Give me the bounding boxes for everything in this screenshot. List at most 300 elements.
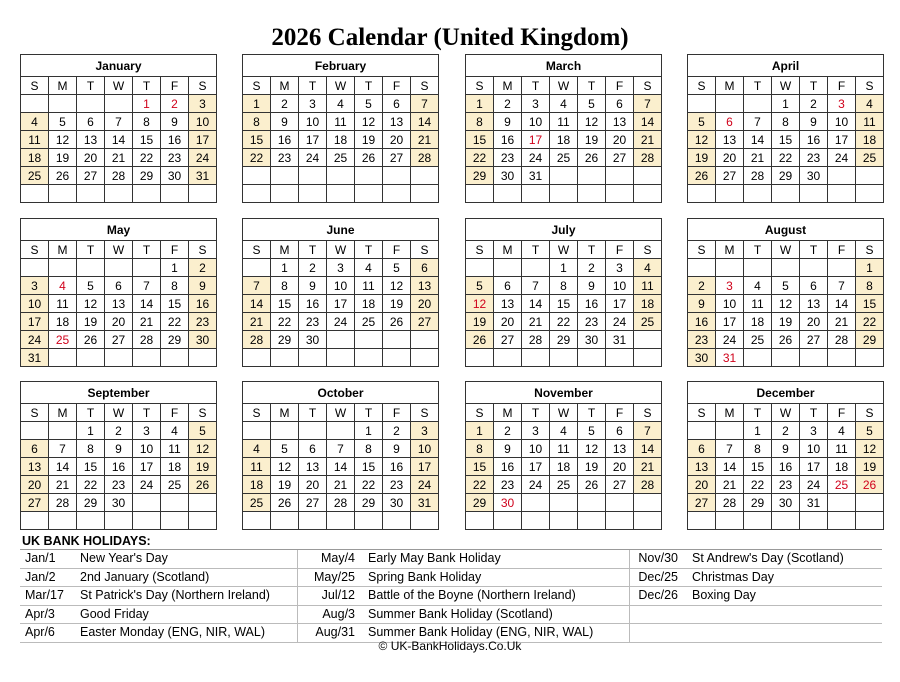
week-row xyxy=(243,167,439,185)
day-cell: 24 xyxy=(189,149,217,167)
day-cell: 22 xyxy=(271,313,299,331)
day-cell: 9 xyxy=(161,113,189,131)
day-cell: 6 xyxy=(800,277,828,295)
empty-day-cell xyxy=(772,349,800,367)
week-row xyxy=(466,313,662,331)
day-cell: 25 xyxy=(744,331,772,349)
day-cell: 6 xyxy=(383,95,411,113)
day-cell: 15 xyxy=(161,295,189,313)
holiday-row xyxy=(20,550,882,569)
day-cell: 22 xyxy=(772,149,800,167)
day-cell: 21 xyxy=(327,476,355,494)
empty-day-cell xyxy=(744,259,772,277)
day-cell: 25 xyxy=(327,149,355,167)
week-row xyxy=(21,313,217,331)
weekday-label: S xyxy=(189,404,217,422)
week-row xyxy=(466,512,662,530)
empty-day-cell xyxy=(105,349,133,367)
empty-day-cell xyxy=(606,185,634,203)
holiday-name: Summer Bank Holiday (ENG, NIR, WAL) xyxy=(368,625,594,639)
weekday-header-row xyxy=(243,77,439,95)
week-row xyxy=(688,259,884,277)
weekday-label: S xyxy=(243,404,271,422)
day-cell: 23 xyxy=(299,313,327,331)
day-cell: 17 xyxy=(606,295,634,313)
day-cell: 21 xyxy=(105,149,133,167)
holiday-name: St Andrew's Day (Scotland) xyxy=(692,551,844,565)
weekday-label: M xyxy=(49,77,77,95)
week-row xyxy=(688,440,884,458)
day-cell: 13 xyxy=(411,277,439,295)
weekday-label: W xyxy=(550,241,578,259)
empty-day-cell xyxy=(688,422,716,440)
empty-day-cell xyxy=(856,512,884,530)
day-cell: 1 xyxy=(772,95,800,113)
weekday-label: S xyxy=(189,77,217,95)
day-cell: 24 xyxy=(411,476,439,494)
empty-day-cell xyxy=(77,512,105,530)
day-cell: 6 xyxy=(716,113,744,131)
holidays-heading: UK BANK HOLIDAYS: xyxy=(22,534,151,548)
empty-day-cell xyxy=(411,512,439,530)
day-cell: 16 xyxy=(494,458,522,476)
week-row xyxy=(21,149,217,167)
day-cell: 11 xyxy=(550,113,578,131)
day-cell: 2 xyxy=(105,422,133,440)
day-cell: 2 xyxy=(772,422,800,440)
day-cell: 5 xyxy=(383,259,411,277)
day-cell: 3 xyxy=(299,95,327,113)
empty-day-cell xyxy=(828,512,856,530)
weekday-label: T xyxy=(299,241,327,259)
day-cell: 31 xyxy=(606,331,634,349)
week-row xyxy=(243,422,439,440)
day-cell: 14 xyxy=(133,295,161,313)
empty-day-cell xyxy=(355,331,383,349)
empty-day-cell xyxy=(744,95,772,113)
weekday-label: T xyxy=(299,77,327,95)
day-cell: 10 xyxy=(21,295,49,313)
empty-day-cell xyxy=(243,512,271,530)
weekday-header-row xyxy=(688,404,884,422)
day-cell: 6 xyxy=(105,277,133,295)
month-september xyxy=(20,381,217,530)
weekday-label: S xyxy=(634,241,662,259)
day-cell: 13 xyxy=(716,131,744,149)
empty-day-cell xyxy=(105,259,133,277)
day-cell: 8 xyxy=(133,113,161,131)
day-cell: 4 xyxy=(550,95,578,113)
weekday-label: T xyxy=(77,77,105,95)
day-cell: 28 xyxy=(243,331,271,349)
weekday-header-row xyxy=(466,241,662,259)
day-cell: 5 xyxy=(355,95,383,113)
holiday-date: Dec/26 xyxy=(638,588,678,602)
holiday-name: Christmas Day xyxy=(692,569,774,584)
day-cell: 24 xyxy=(327,313,355,331)
page-title: 2026 Calendar (United Kingdom) xyxy=(271,24,629,51)
weekday-label: T xyxy=(522,77,550,95)
day-cell: 4 xyxy=(744,277,772,295)
day-cell: 26 xyxy=(355,149,383,167)
empty-day-cell xyxy=(327,422,355,440)
week-row xyxy=(21,494,217,512)
day-cell: 4 xyxy=(327,95,355,113)
empty-day-cell xyxy=(550,185,578,203)
weekday-label: S xyxy=(21,241,49,259)
day-cell: 8 xyxy=(466,440,494,458)
empty-day-cell xyxy=(550,512,578,530)
empty-day-cell xyxy=(800,512,828,530)
empty-day-cell xyxy=(133,185,161,203)
day-cell: 7 xyxy=(522,277,550,295)
day-cell: 9 xyxy=(494,440,522,458)
weekday-label: T xyxy=(800,241,828,259)
week-row xyxy=(688,113,884,131)
day-cell: 26 xyxy=(578,476,606,494)
day-cell: 14 xyxy=(327,458,355,476)
day-cell: 19 xyxy=(578,131,606,149)
day-cell: 23 xyxy=(800,149,828,167)
month-title: September xyxy=(21,382,217,404)
day-cell: 22 xyxy=(243,149,271,167)
day-cell: 18 xyxy=(550,458,578,476)
weekday-label: S xyxy=(189,241,217,259)
empty-day-cell xyxy=(21,422,49,440)
weekday-label: W xyxy=(327,241,355,259)
empty-day-cell xyxy=(383,512,411,530)
day-cell: 9 xyxy=(105,440,133,458)
day-cell: 17 xyxy=(800,458,828,476)
week-row xyxy=(688,131,884,149)
day-cell: 1 xyxy=(355,422,383,440)
day-cell: 26 xyxy=(688,167,716,185)
day-cell: 31 xyxy=(411,494,439,512)
weekday-header-row xyxy=(21,404,217,422)
day-cell: 4 xyxy=(21,113,49,131)
holiday-row xyxy=(20,587,882,606)
day-cell: 29 xyxy=(355,494,383,512)
empty-day-cell xyxy=(299,349,327,367)
weekday-label: F xyxy=(828,77,856,95)
day-cell: 11 xyxy=(327,113,355,131)
day-cell: 19 xyxy=(578,458,606,476)
day-cell: 26 xyxy=(271,494,299,512)
holiday-entry xyxy=(630,550,882,568)
day-cell: 12 xyxy=(578,113,606,131)
week-row xyxy=(243,259,439,277)
day-cell: 11 xyxy=(21,131,49,149)
day-cell: 19 xyxy=(49,149,77,167)
weekday-label: T xyxy=(800,404,828,422)
empty-day-cell xyxy=(161,185,189,203)
day-cell: 27 xyxy=(411,313,439,331)
day-cell: 24 xyxy=(299,149,327,167)
day-cell: 30 xyxy=(578,331,606,349)
day-cell: 7 xyxy=(634,95,662,113)
weekday-label: F xyxy=(161,404,189,422)
empty-day-cell xyxy=(161,349,189,367)
empty-day-cell xyxy=(105,185,133,203)
holiday-entry xyxy=(298,550,630,568)
day-cell: 22 xyxy=(466,149,494,167)
day-cell: 3 xyxy=(606,259,634,277)
week-row xyxy=(688,313,884,331)
day-cell: 29 xyxy=(161,331,189,349)
day-cell: 19 xyxy=(688,149,716,167)
empty-day-cell xyxy=(299,185,327,203)
empty-day-cell xyxy=(856,494,884,512)
day-cell: 1 xyxy=(856,259,884,277)
day-cell: 25 xyxy=(355,313,383,331)
weekday-label: F xyxy=(161,241,189,259)
day-cell: 21 xyxy=(716,476,744,494)
empty-day-cell xyxy=(828,185,856,203)
month-title: November xyxy=(466,382,662,404)
week-row xyxy=(466,131,662,149)
day-cell: 14 xyxy=(634,113,662,131)
empty-day-cell xyxy=(634,512,662,530)
empty-day-cell xyxy=(161,512,189,530)
empty-day-cell xyxy=(133,494,161,512)
empty-day-cell xyxy=(243,167,271,185)
month-may xyxy=(20,218,217,367)
day-cell: 28 xyxy=(49,494,77,512)
empty-day-cell xyxy=(494,259,522,277)
week-row xyxy=(466,476,662,494)
day-cell: 29 xyxy=(772,167,800,185)
day-cell: 12 xyxy=(271,458,299,476)
empty-day-cell xyxy=(327,349,355,367)
weekday-label: M xyxy=(49,404,77,422)
day-cell: 20 xyxy=(383,131,411,149)
week-row xyxy=(466,185,662,203)
empty-day-cell xyxy=(494,512,522,530)
day-cell: 24 xyxy=(716,331,744,349)
week-row xyxy=(466,95,662,113)
day-cell: 11 xyxy=(49,295,77,313)
day-cell: 15 xyxy=(271,295,299,313)
day-cell: 19 xyxy=(77,313,105,331)
weekday-header-row xyxy=(243,404,439,422)
day-cell: 27 xyxy=(299,494,327,512)
week-row xyxy=(243,277,439,295)
day-cell: 13 xyxy=(688,458,716,476)
day-cell: 16 xyxy=(161,131,189,149)
weekday-label: T xyxy=(355,77,383,95)
day-cell: 5 xyxy=(77,277,105,295)
day-cell: 17 xyxy=(327,295,355,313)
day-cell: 20 xyxy=(606,458,634,476)
day-cell: 7 xyxy=(243,277,271,295)
empty-day-cell xyxy=(828,349,856,367)
day-cell: 6 xyxy=(77,113,105,131)
day-cell: 14 xyxy=(243,295,271,313)
day-cell: 22 xyxy=(856,313,884,331)
day-cell: 2 xyxy=(688,277,716,295)
week-row xyxy=(688,295,884,313)
empty-day-cell xyxy=(383,331,411,349)
weekday-label: S xyxy=(466,404,494,422)
day-cell: 16 xyxy=(800,131,828,149)
empty-day-cell xyxy=(355,349,383,367)
empty-day-cell xyxy=(411,167,439,185)
empty-day-cell xyxy=(271,349,299,367)
week-row xyxy=(688,185,884,203)
weekday-label: S xyxy=(634,404,662,422)
day-cell: 24 xyxy=(606,313,634,331)
day-cell: 14 xyxy=(411,113,439,131)
empty-day-cell xyxy=(828,494,856,512)
day-cell: 4 xyxy=(355,259,383,277)
day-cell: 1 xyxy=(243,95,271,113)
weekday-label: W xyxy=(772,404,800,422)
day-cell: 17 xyxy=(133,458,161,476)
day-cell: 3 xyxy=(411,422,439,440)
day-cell: 16 xyxy=(271,131,299,149)
day-cell: 3 xyxy=(21,277,49,295)
weekday-label: F xyxy=(383,241,411,259)
week-row xyxy=(688,95,884,113)
day-cell: 2 xyxy=(161,95,189,113)
day-cell: 10 xyxy=(606,277,634,295)
week-row xyxy=(466,259,662,277)
weekday-header-row xyxy=(21,77,217,95)
day-cell: 20 xyxy=(105,313,133,331)
day-cell: 5 xyxy=(688,113,716,131)
day-cell: 27 xyxy=(494,331,522,349)
day-cell: 14 xyxy=(522,295,550,313)
empty-day-cell xyxy=(271,422,299,440)
day-cell: 28 xyxy=(828,331,856,349)
day-cell: 16 xyxy=(578,295,606,313)
weekday-label: T xyxy=(522,241,550,259)
empty-day-cell xyxy=(744,512,772,530)
empty-day-cell xyxy=(21,512,49,530)
day-cell: 7 xyxy=(105,113,133,131)
day-cell: 28 xyxy=(105,167,133,185)
week-row xyxy=(466,149,662,167)
day-cell: 7 xyxy=(716,440,744,458)
holiday-name: New Year's Day xyxy=(80,551,168,565)
day-cell: 8 xyxy=(772,113,800,131)
holiday-date: Mar/17 xyxy=(25,588,64,602)
weekday-label: W xyxy=(327,404,355,422)
empty-day-cell xyxy=(189,512,217,530)
day-cell: 26 xyxy=(466,331,494,349)
empty-day-cell xyxy=(716,512,744,530)
holiday-name: Summer Bank Holiday (Scotland) xyxy=(368,606,553,621)
day-cell: 3 xyxy=(716,277,744,295)
day-cell: 16 xyxy=(105,458,133,476)
empty-day-cell xyxy=(383,167,411,185)
day-cell: 6 xyxy=(494,277,522,295)
weekday-label: T xyxy=(355,241,383,259)
day-cell: 20 xyxy=(411,295,439,313)
day-cell: 14 xyxy=(744,131,772,149)
empty-day-cell xyxy=(716,259,744,277)
weekday-label: S xyxy=(466,77,494,95)
day-cell: 16 xyxy=(189,295,217,313)
day-cell: 15 xyxy=(243,131,271,149)
month-january xyxy=(20,54,217,203)
day-cell: 4 xyxy=(856,95,884,113)
day-cell: 13 xyxy=(606,440,634,458)
day-cell: 23 xyxy=(494,149,522,167)
weekday-label: M xyxy=(716,404,744,422)
holiday-date xyxy=(630,606,686,624)
empty-day-cell xyxy=(133,512,161,530)
week-row xyxy=(243,149,439,167)
empty-day-cell xyxy=(243,185,271,203)
day-cell: 5 xyxy=(856,422,884,440)
weekday-label: T xyxy=(578,77,606,95)
day-cell: 5 xyxy=(578,95,606,113)
month-august xyxy=(687,218,884,367)
day-cell: 9 xyxy=(494,113,522,131)
day-cell: 8 xyxy=(550,277,578,295)
empty-day-cell xyxy=(522,349,550,367)
day-cell: 17 xyxy=(411,458,439,476)
holiday-name xyxy=(686,606,692,624)
holiday-entry xyxy=(298,606,630,624)
weekday-label: S xyxy=(411,241,439,259)
empty-day-cell xyxy=(772,512,800,530)
day-cell: 10 xyxy=(828,113,856,131)
weekday-label: S xyxy=(243,77,271,95)
empty-day-cell xyxy=(634,185,662,203)
weekday-label: T xyxy=(355,404,383,422)
day-cell: 10 xyxy=(522,113,550,131)
week-row xyxy=(688,476,884,494)
week-row xyxy=(243,512,439,530)
empty-day-cell xyxy=(355,167,383,185)
day-cell: 21 xyxy=(744,149,772,167)
day-cell: 27 xyxy=(21,494,49,512)
weekday-header-row xyxy=(466,404,662,422)
weekday-label: S xyxy=(688,77,716,95)
day-cell: 25 xyxy=(634,313,662,331)
day-cell: 26 xyxy=(77,331,105,349)
day-cell: 17 xyxy=(522,458,550,476)
day-cell: 13 xyxy=(21,458,49,476)
day-cell: 3 xyxy=(828,95,856,113)
empty-day-cell xyxy=(189,349,217,367)
empty-day-cell xyxy=(550,494,578,512)
day-cell: 16 xyxy=(299,295,327,313)
week-row xyxy=(21,476,217,494)
day-cell: 19 xyxy=(383,295,411,313)
empty-day-cell xyxy=(634,331,662,349)
day-cell: 10 xyxy=(133,440,161,458)
weekday-label: W xyxy=(105,241,133,259)
day-cell: 4 xyxy=(828,422,856,440)
month-title: December xyxy=(688,382,884,404)
day-cell: 10 xyxy=(716,295,744,313)
day-cell: 8 xyxy=(466,113,494,131)
day-cell: 15 xyxy=(133,131,161,149)
day-cell: 27 xyxy=(606,476,634,494)
week-row xyxy=(21,277,217,295)
weekday-label: T xyxy=(744,77,772,95)
empty-day-cell xyxy=(21,95,49,113)
day-cell: 12 xyxy=(772,295,800,313)
day-cell: 15 xyxy=(355,458,383,476)
week-row xyxy=(466,113,662,131)
weekday-header-row xyxy=(243,241,439,259)
weekday-label: T xyxy=(800,77,828,95)
week-row xyxy=(21,95,217,113)
